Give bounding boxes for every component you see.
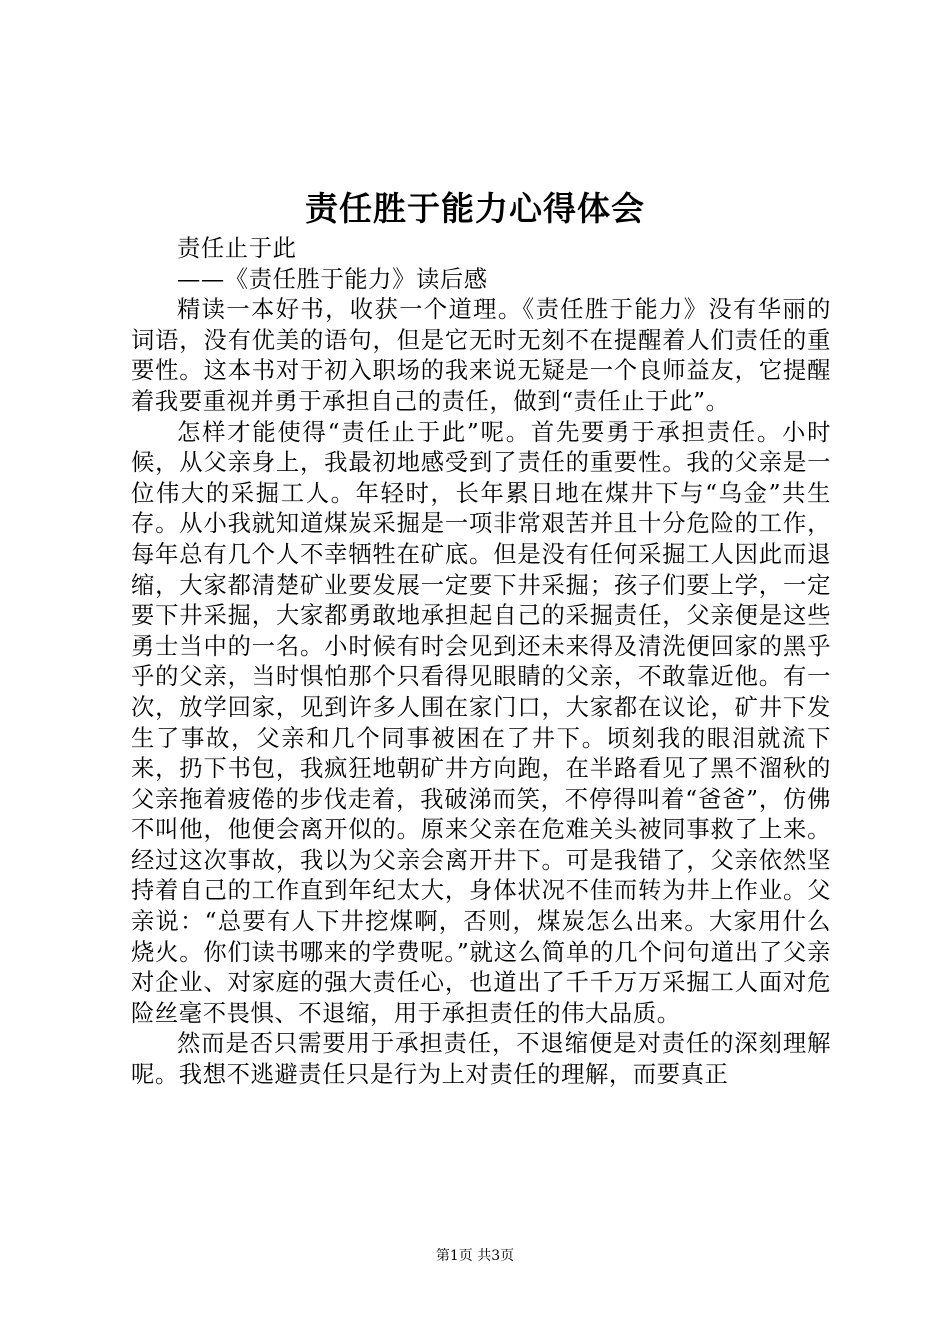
paragraph: 怎样才能使得“责任止于此”呢。首先要勇于承担责任。小时候，从父亲身上，我最初地感受到了责任的重要性。我的父亲是一位伟大的采掘工人。年轻时，长年累日地在煤井下与“乌金”共生存。从小我就知道煤炭采掘是一项非常艰苦并且十分危险的工作，每年总有几个人不幸牺牲在矿底。但是没有任何采掘工人因此而退缩，大家都清楚矿业要发展一定要下井采掘；孩子们要上学，一定要下井采掘，大家都勇敢地承担起自己的采掘责任，父亲便是这些勇士当中的一名。小时候有时会见到还未来得及清洗便回家的黑乎乎的父亲，当时惧怕那个只看得见眼睛的父亲，不敢靠近他。有一次，放学回家，见到许多人围在家门口，大家都在议论，矿井下发生了事故，父亲和几个同事被困在了井下。顷刻我的眼泪就流下来，扔下书包，我疯狂地朝矿井方向跑，在半路看见了黑不溜秋的父亲拖着疲倦的步伐走着，我破涕而笑，不停得叫着“爸爸”，仿佛不叫他，他便会离开似的。原来父亲在危难关头被同事救了上来。经过这次事故，我以为父亲会离开井下。可是我错了，父亲依然坚持着自己的工作直到年纪太大，身体状况不佳而转为井上作业。父亲说：“总要有人下井挖煤啊，否则，煤炭怎么出来。大家用什么烧火。你们读书哪来的学费呢。”就这么简单的几个问句道出了父亲对企业、对家庭的强大责任心，也道出了千千万万采掘工人面对危险丝毫不畏惧、不退缩，用于承担责任的伟大品质。 — [131, 418, 831, 1027]
paragraph: 精读一本好书，收获一个道理。《责任胜于能力》没有华丽的词语，没有优美的语句，但是它无时无刻不在提醒着人们责任的重要性。这本书对于初入职场的我来说无疑是一个良师益友，它提醒着我要重视并勇于承担自己的责任，做到“责任止于此”。 — [131, 296, 831, 415]
page-footer: 第1页 共3页 — [435, 1248, 515, 1264]
paragraph: 然而是否只需要用于承担责任，不退缩便是对责任的深刻理解呢。我想不逃避责任只是行为上对责任的理解，而要真正 — [131, 1030, 831, 1089]
document-body — [131, 234, 831, 1091]
subtitle: 责任止于此 — [177, 235, 297, 262]
document-title: 责任胜于能力心得体会 — [305, 189, 645, 228]
byline: ——《责任胜于能力》读后感 — [177, 265, 488, 293]
